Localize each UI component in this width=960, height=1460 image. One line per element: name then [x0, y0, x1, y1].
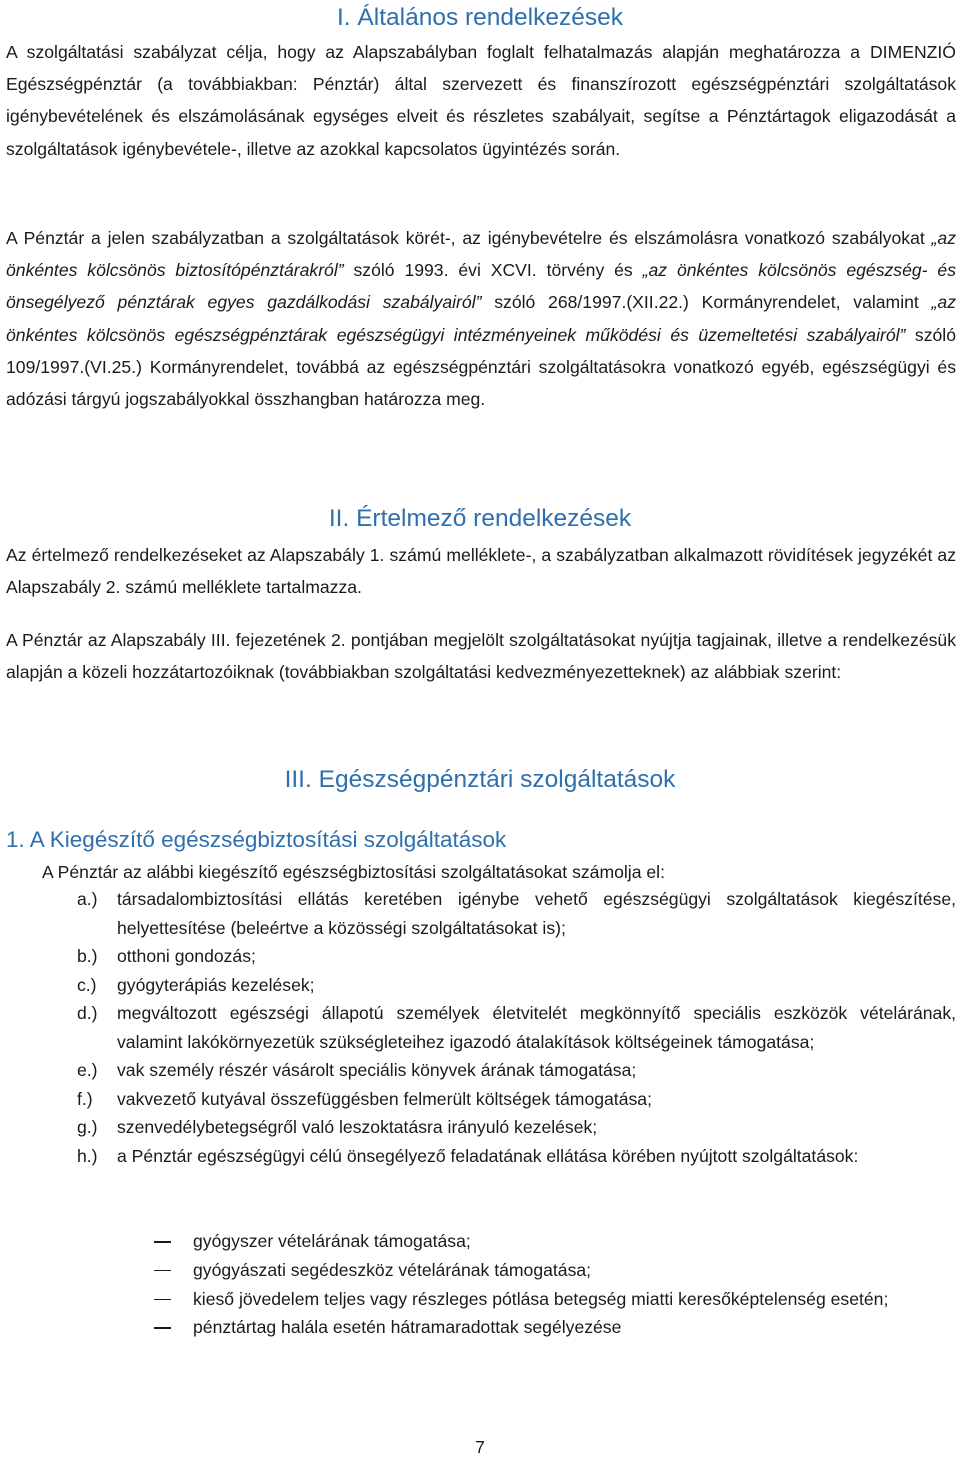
section-2-paragraph-2: A Pénztár az Alapszabály III. fejezetének 2. pontjában megjelölt szolgáltatásokat nyújtja tagjainak, illetve a rendelkezésük alapján a közeli hozzátartozóiknak (továbbiakban szolgáltatási kedvezményezetteknek) az alábbiak szerint: [6, 630, 956, 683]
list-item-label: a.) [77, 889, 98, 909]
section-3-title: III. Egészségpénztári szolgáltatások [284, 766, 676, 793]
sub-list-item [0, 1313, 960, 1342]
list-item [0, 1056, 960, 1085]
paragraph-text: szóló 109/1997.(VI.25.) Kormányrendelet, továbbá az egészségpénztári szolgáltatásokra vonatkozó egyéb, egészségügyi és adózási tárgyú jogszabályokkal összhangban határozza meg. [6, 324, 956, 410]
paragraph-text: A Pénztár a jelen szabályzatban a szolgáltatások körét-, az igénybevételre és elszámolásra vonatkozó szabályokat [6, 228, 932, 248]
list-item-label: d.) [77, 1003, 98, 1023]
section-2-title: II. Értelmező rendelkezések [328, 505, 632, 532]
list-item-label: b.) [77, 946, 98, 966]
list-item-label: e.) [77, 1060, 98, 1080]
section-2-paragraph-1: Az értelmező rendelkezéseket az Alapszabály 1. számú melléklete-, a szabályzatban alkalmazott rövidítések jegyzékét az Alapszabály 2. számú melléklete tartalmazza. [6, 545, 956, 598]
section-1-title: I. Általános rendelkezések [337, 4, 623, 31]
list-item [0, 999, 960, 1056]
paragraph-text: szóló 268/1997.(XII.22.) Kormányrendelet, valamint [481, 292, 932, 313]
list-item-text: a Pénztár egészségügyi célú önsegélyező feladatának ellátása körében nyújtott szolgáltatások: [117, 1145, 859, 1166]
subsection-1-title: 1. A Kiegészítő egészségbiztosítási szolgáltatások [6, 827, 507, 852]
list-item-text: gyógyterápiás kezelések; [117, 974, 315, 995]
list-item [0, 1142, 960, 1171]
list-item-label: f.) [77, 1088, 93, 1109]
list-item [0, 1113, 960, 1142]
sub-list-item [0, 1227, 960, 1256]
dash-bullet [154, 1299, 171, 1301]
list-item [0, 885, 960, 942]
section-1-paragraph-1: A szolgáltatási szabályzat célja, hogy az Alapszabályban foglalt felhatalmazás alapján meghatározza a DIMENZIÓ Egészségpénztár (a továbbiakban: Pénztár) által szervezett és finanszírozott egészségpénztári szolgáltatások igénybevételének és elszámolásának egységes elveit és részletes szabályait, segítse a Pénztártagok eligazodását a szolgáltatások igénybevétele-, illetve az azokkal kapcsolatos ügyintézés során. [6, 42, 956, 159]
list-item-label: c.) [77, 974, 97, 995]
list-item-text: társadalombiztosítási ellátás keretében igénybe vehető egészségügyi szolgáltatások kiegészítése, helyettesítése (beleértve a közösségi szolgáltatásokat is); [117, 889, 956, 938]
law-title-1: „az önkéntes kölcsönös biztosítópénztárakról” [6, 228, 956, 281]
dash-bullet [154, 1241, 171, 1243]
sub-list-item-text: pénztártag halála esetén hátramaradottak segélyezése [193, 1317, 622, 1338]
sub-list-item [0, 1285, 960, 1314]
paragraph-text: szóló 1993. évi XCVI. törvény és [343, 260, 643, 281]
sub-service-list [0, 1227, 960, 1342]
list-item-label: h.) [77, 1145, 98, 1166]
service-list [0, 885, 960, 1170]
sub-list-item [0, 1256, 960, 1285]
list-item-text: vakvezető kutyával összefüggésben felmerült költségek támogatása; [117, 1088, 652, 1109]
dash-bullet [154, 1327, 171, 1329]
list-lead: A Pénztár az alábbi kiegészítő egészségbiztosítási szolgáltatásokat számolja el: [42, 862, 665, 882]
list-item-text: szenvedélybetegségről való leszoktatásra irányuló kezelések; [117, 1117, 598, 1137]
list-item-text: otthoni gondozás; [117, 946, 256, 966]
list-item [0, 1085, 960, 1114]
dash-bullet [154, 1270, 171, 1272]
list-item [0, 942, 960, 971]
sub-list-item-text: gyógyszer vételárának támogatása; [193, 1231, 471, 1251]
list-item-text: vak személy részér vásárolt speciális könyvek árának támogatása; [117, 1060, 637, 1080]
sub-list-item-text: kieső jövedelem teljes vagy részleges pótlása betegség miatti keresőképtelenség esetén; [193, 1288, 889, 1309]
list-item-text: megváltozott egészségi állapotú személyek életvitelét megkönnyítő speciális eszközök vételárának, valamint lakókörnyezetük szükségleteihez igazodó átalakítások költségeinek támogatása; [117, 1003, 956, 1052]
law-title-3: „az önkéntes kölcsönös egészségpénztárak egészségügyi intézményeinek működési és üzemeltetési szabályairól” [6, 292, 956, 345]
sub-list-item-text: gyógyászati segédeszköz vételárának támogatása; [193, 1259, 592, 1280]
page-number: 7 [475, 1437, 485, 1457]
list-item [0, 971, 960, 1000]
list-item-label: g.) [77, 1117, 98, 1137]
section-1-paragraph-2 [6, 222, 956, 415]
law-title-2: „az önkéntes kölcsönös egészség- és önsegélyező pénztárak egyes gazdálkodási szabályairól” [6, 260, 956, 313]
